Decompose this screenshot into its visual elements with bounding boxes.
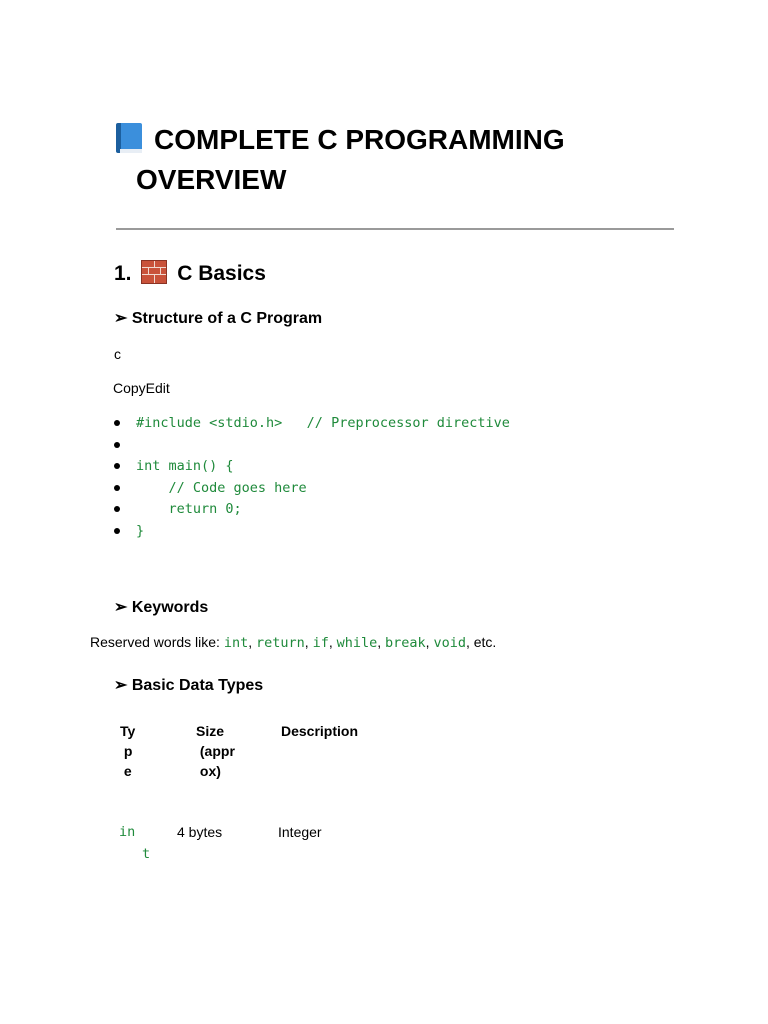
subheading-keywords: ➢ Keywords — [114, 599, 209, 616]
subheading-structure: ➢ Structure of a C Program — [114, 310, 323, 327]
keyword: return — [256, 635, 305, 651]
separator: , — [377, 634, 386, 650]
code-language-label: c — [114, 346, 121, 362]
brick-icon — [141, 260, 167, 284]
keyword: break — [385, 635, 426, 651]
keywords-paragraph — [90, 634, 496, 651]
keyword: while — [336, 635, 378, 651]
bullet-icon — [114, 485, 120, 491]
bullet-icon — [114, 506, 120, 512]
column-header-type: Ty p e — [120, 723, 136, 779]
bullet-icon — [114, 528, 120, 534]
copy-edit-button[interactable]: CopyEdit — [113, 380, 170, 396]
page-title-line-2: OVERVIEW — [136, 164, 287, 195]
section-number: 1. — [114, 262, 132, 285]
type-cell-line-2: t — [142, 846, 151, 862]
type-cell-line-1: in — [119, 824, 136, 840]
keyword: int — [223, 635, 249, 651]
blue-book-icon — [116, 123, 142, 153]
code-line: int main() { — [136, 458, 234, 474]
bullet-icon — [114, 442, 120, 448]
subheading-data-types: ➢ Basic Data Types — [114, 677, 264, 694]
code-line: } — [136, 523, 145, 539]
keywords-prefix: Reserved words like: — [90, 634, 224, 650]
separator: , — [248, 634, 256, 650]
size-cell: 4 bytes — [177, 824, 223, 840]
section-heading-c-basics — [114, 260, 266, 286]
code-line: return 0; — [136, 501, 242, 517]
keyword: if — [312, 635, 329, 651]
horizontal-rule — [116, 228, 674, 230]
page-title-line-1: COMPLETE C PROGRAMMING — [154, 124, 565, 155]
description-cell: Integer — [278, 824, 322, 840]
separator: , — [328, 634, 337, 650]
page-title — [116, 123, 565, 157]
keywords-suffix: , etc. — [465, 634, 497, 650]
separator: , — [425, 634, 434, 650]
section-title: C Basics — [177, 262, 266, 285]
bullet-icon — [114, 420, 120, 426]
column-header-size: Size (appr ox) — [196, 723, 235, 779]
column-header-description: Description — [281, 723, 359, 739]
keyword: void — [433, 635, 466, 651]
separator: , — [304, 634, 313, 650]
code-line: #include <stdio.h> // Preprocessor directive — [136, 415, 510, 431]
code-line: // Code goes here — [136, 480, 307, 496]
bullet-icon — [114, 463, 120, 469]
